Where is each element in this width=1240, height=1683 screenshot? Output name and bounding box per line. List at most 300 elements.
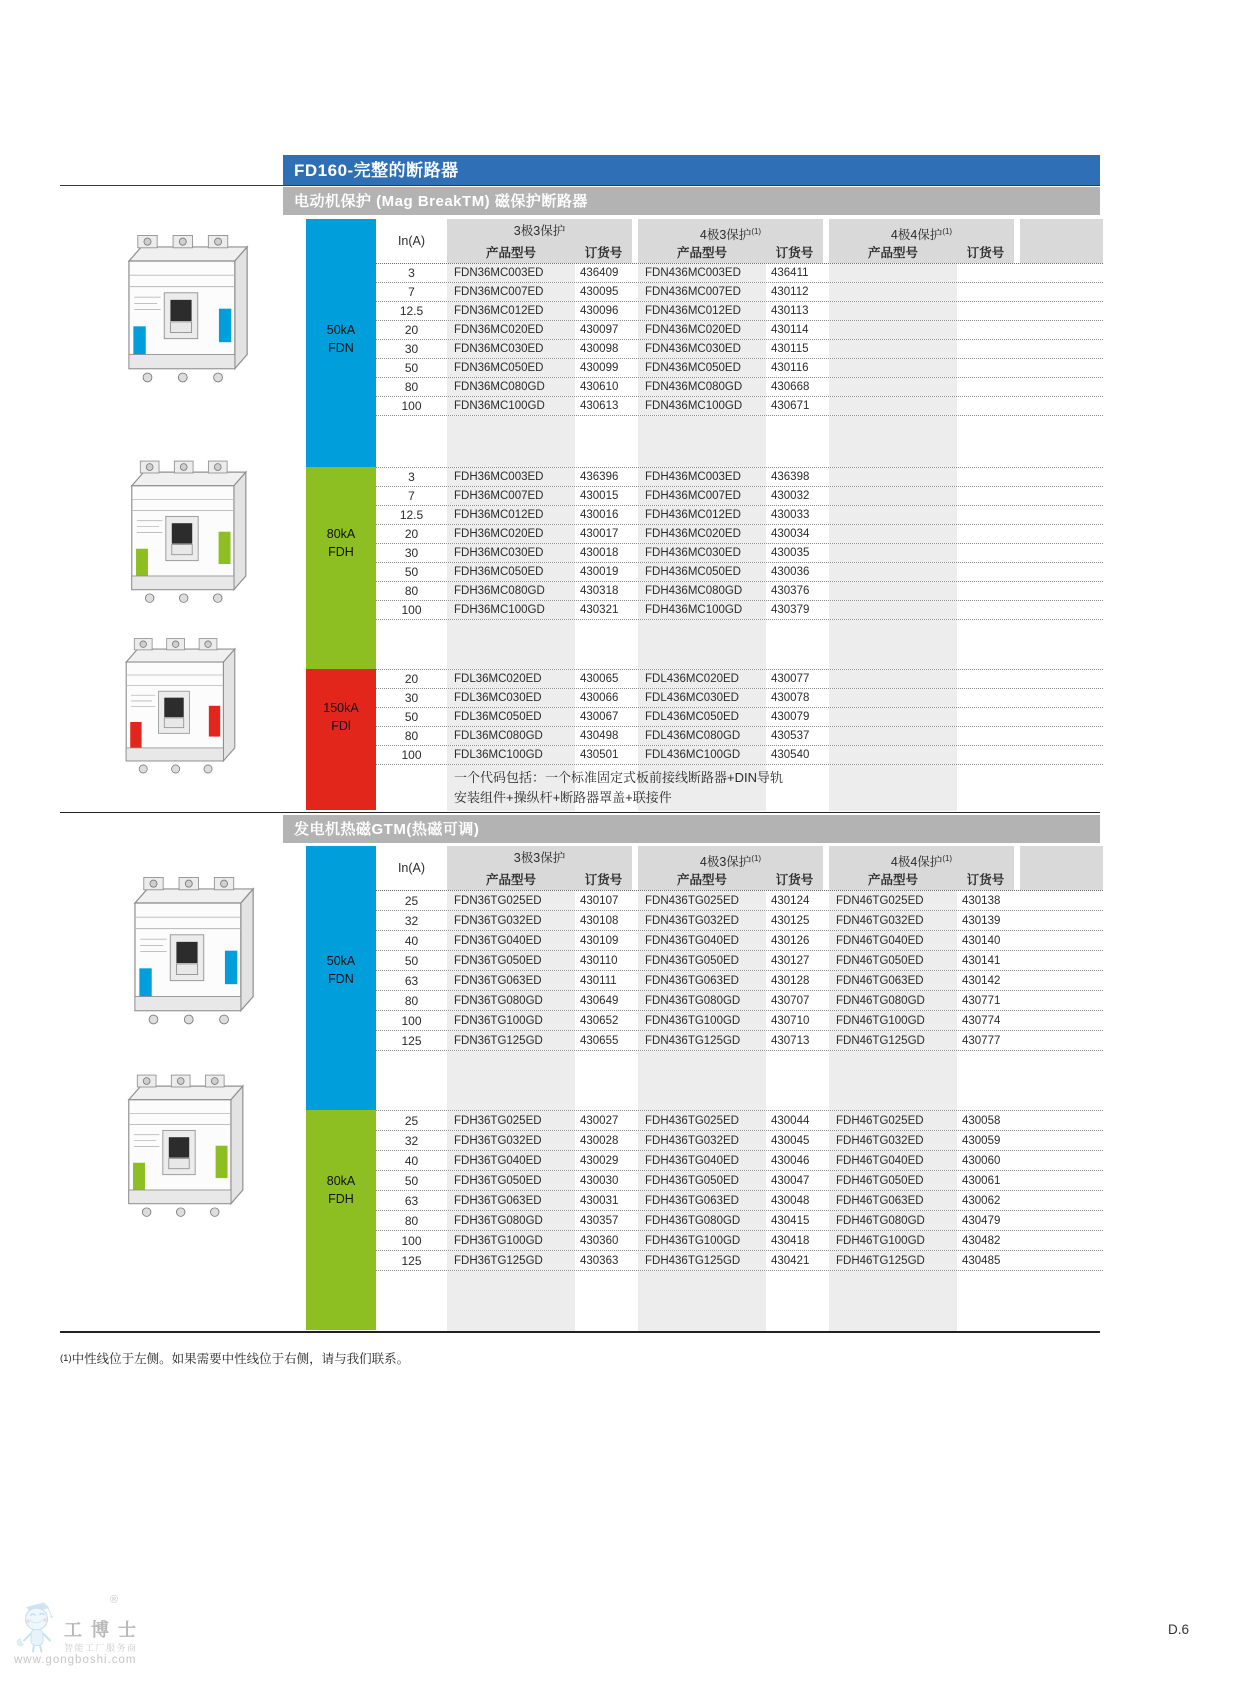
fd160-breaker-fdn-gtm bbox=[98, 866, 276, 1038]
column-label: 订货号 bbox=[584, 873, 623, 887]
cell-product-model: FDN46TG025ED bbox=[829, 891, 957, 910]
cell-product-model: FDH436TG050ED bbox=[638, 1171, 766, 1190]
column-label: 产品型号 bbox=[676, 873, 727, 887]
table-row bbox=[376, 264, 1103, 283]
cell-product-model: FDH36MC012ED bbox=[447, 506, 575, 524]
cell-product-model: FDH436MC080GD bbox=[638, 582, 766, 600]
cell-in-amps: 80 bbox=[404, 584, 419, 598]
cell-order-number: 430777 bbox=[962, 1034, 1001, 1047]
cell-order-number: 430113 bbox=[771, 305, 809, 317]
cell-order-number: 430713 bbox=[771, 1034, 810, 1047]
cell-product-model: FDH46TG032ED bbox=[829, 1131, 957, 1150]
header-in-amps: In(A) bbox=[397, 234, 426, 248]
cell-in-amps: 12.5 bbox=[399, 304, 424, 318]
cell-product-model: FDH46TG063ED bbox=[829, 1191, 957, 1210]
cell-order-number bbox=[957, 487, 1014, 505]
cell-product-model bbox=[638, 620, 766, 669]
cell-order-number: 430652 bbox=[580, 1014, 619, 1027]
cell-product-model: FDN36TG025ED bbox=[447, 891, 575, 910]
cell-in-amps: 80 bbox=[404, 993, 419, 1008]
table-row bbox=[376, 582, 1103, 601]
cell-order-number: 430142 bbox=[962, 974, 1001, 987]
cell-product-model: FDL36MC030ED bbox=[447, 689, 575, 707]
cell-order-number bbox=[766, 1051, 823, 1110]
rating-label: 150kA FDl bbox=[323, 700, 359, 733]
cell-spacer bbox=[1020, 689, 1103, 707]
cell-order-number: 430110 bbox=[580, 954, 618, 967]
cell-product-model: FDN36MC020ED bbox=[447, 321, 575, 339]
cell-order-number bbox=[957, 746, 1014, 764]
cell-order-number: 430035 bbox=[771, 547, 810, 559]
cell-spacer bbox=[1020, 340, 1103, 358]
cell-spacer bbox=[1020, 601, 1103, 619]
cell-product-model: FDN36MC030ED bbox=[447, 340, 575, 358]
cell-order-number bbox=[575, 416, 632, 467]
cell-product-model: FDH36MC100GD bbox=[447, 601, 575, 619]
cell-in-amps: 40 bbox=[404, 1153, 419, 1168]
table-row bbox=[376, 601, 1103, 620]
cell-in-amps: 32 bbox=[404, 913, 419, 928]
fd160-breaker-fdl-mag bbox=[92, 628, 256, 786]
cell-order-number: 430482 bbox=[962, 1234, 1001, 1247]
cell-product-model: FDN46TG032ED bbox=[829, 911, 957, 930]
cell-in-amps: 20 bbox=[404, 527, 419, 541]
cell-order-number: 430671 bbox=[771, 400, 810, 412]
cell-product-model bbox=[829, 620, 957, 669]
cell-product-model bbox=[829, 378, 957, 396]
cell-product-model: FDN46TG063ED bbox=[829, 971, 957, 990]
cell-product-model: FDH436TG125GD bbox=[638, 1251, 766, 1270]
table-row bbox=[376, 891, 1103, 911]
cell-order-number: 430036 bbox=[771, 566, 810, 578]
group-title: 3极3保护 bbox=[513, 851, 566, 865]
table-row bbox=[376, 951, 1103, 971]
fd160-breaker-fdh-mag bbox=[94, 450, 270, 616]
cell-product-model: FDL436MC020ED bbox=[638, 670, 766, 688]
cell-in-amps: 7 bbox=[408, 285, 415, 299]
rating-block-fdh bbox=[306, 467, 376, 669]
cell-product-model bbox=[638, 416, 766, 467]
cell-product-model: FDN46TG080GD bbox=[829, 991, 957, 1010]
cell-order-number bbox=[575, 620, 632, 669]
cell-product-model: FDN36TG100GD bbox=[447, 1011, 575, 1030]
cell-product-model bbox=[829, 321, 957, 339]
cell-in-amps: 80 bbox=[404, 380, 419, 394]
cell-product-model: FDL36MC080GD bbox=[447, 727, 575, 745]
cell-product-model bbox=[829, 746, 957, 764]
cell-product-model: FDN36MC050ED bbox=[447, 359, 575, 377]
cell-product-model: FDN436MC100GD bbox=[638, 397, 766, 415]
cell-product-model: FDH436TG032ED bbox=[638, 1131, 766, 1150]
cell-spacer bbox=[1020, 397, 1103, 415]
table-row bbox=[376, 1111, 1103, 1131]
cell-product-model: FDL436MC050ED bbox=[638, 708, 766, 726]
cell-product-model bbox=[447, 416, 575, 467]
footnote bbox=[60, 1349, 409, 1367]
cell-product-model: FDH36TG063ED bbox=[447, 1191, 575, 1210]
cell-product-model: FDN436MC050ED bbox=[638, 359, 766, 377]
cell-product-model: FDN436TG025ED bbox=[638, 891, 766, 910]
cell-order-number: 430016 bbox=[580, 509, 619, 521]
cell-spacer bbox=[1020, 708, 1103, 726]
cell-product-model bbox=[829, 708, 957, 726]
cell-order-number: 430140 bbox=[962, 934, 1001, 947]
column-label: 产品型号 bbox=[485, 246, 536, 260]
cell-product-model: FDN436TG080GD bbox=[638, 991, 766, 1010]
cell-in-amps: 100 bbox=[401, 399, 422, 413]
cell-spacer bbox=[1020, 302, 1103, 320]
cell-in-amps: 63 bbox=[404, 973, 419, 988]
fd160-breaker-fdh-gtm bbox=[98, 1064, 260, 1230]
cell-product-model: FDN436TG050ED bbox=[638, 951, 766, 970]
cell-in-amps: 3 bbox=[408, 470, 415, 484]
cell-order-number: 430059 bbox=[962, 1134, 1001, 1147]
cell-in-amps bbox=[376, 1051, 447, 1110]
cell-order-number: 430114 bbox=[771, 324, 809, 336]
cell-order-number bbox=[957, 302, 1014, 320]
group-title: 4极3保护$^{(1)}$ bbox=[699, 227, 762, 243]
cell-in-amps: 100 bbox=[401, 1233, 422, 1248]
table-row bbox=[376, 359, 1103, 378]
cell-product-model: FDH36TG032ED bbox=[447, 1131, 575, 1150]
cell-product-model: FDH36TG100GD bbox=[447, 1231, 575, 1250]
table-mag-break bbox=[306, 219, 1103, 810]
cell-order-number bbox=[957, 544, 1014, 562]
section-bar-motor-protection: 电动机保护 (Mag BreakTM) 磁保护断路器 bbox=[283, 187, 1100, 215]
cell-order-number bbox=[957, 601, 1014, 619]
table-row bbox=[376, 1131, 1103, 1151]
cell-order-number: 430668 bbox=[771, 381, 810, 393]
cell-in-amps: 63 bbox=[404, 1193, 419, 1208]
cell-product-model: FDH36MC030ED bbox=[447, 544, 575, 562]
cell-in-amps: 80 bbox=[404, 729, 419, 743]
cell-order-number: 430029 bbox=[580, 1154, 619, 1167]
cell-order-number bbox=[957, 506, 1014, 524]
cell-product-model: FDN46TG100GD bbox=[829, 1011, 957, 1030]
cell-product-model: FDN436TG032ED bbox=[638, 911, 766, 930]
cell-order-number: 430028 bbox=[580, 1134, 619, 1147]
group-title: 4极4保护$^{(1)}$ bbox=[890, 854, 953, 870]
cell-spacer bbox=[1020, 1211, 1103, 1230]
cell-order-number bbox=[957, 397, 1014, 415]
column-label: 产品型号 bbox=[485, 873, 536, 887]
cell-spacer bbox=[1020, 620, 1103, 669]
cell-spacer bbox=[1020, 765, 1103, 811]
header-group-empty bbox=[1020, 219, 1103, 263]
cell-product-model: FDH36MC003ED bbox=[447, 468, 575, 486]
cell-product-model bbox=[447, 1051, 575, 1110]
cell-product-model: FDH36MC050ED bbox=[447, 563, 575, 581]
page-number: D.6 bbox=[1168, 1622, 1190, 1637]
cell-order-number: 430128 bbox=[771, 974, 810, 987]
cell-product-model: FDH436TG025ED bbox=[638, 1111, 766, 1130]
cell-product-model bbox=[829, 1051, 957, 1110]
cell-order-number: 430108 bbox=[580, 914, 619, 927]
cell-order-number bbox=[957, 563, 1014, 581]
cell-spacer bbox=[1020, 1271, 1103, 1331]
cell-order-number bbox=[766, 1271, 823, 1331]
cell-order-number bbox=[957, 620, 1014, 669]
cell-order-number: 430044 bbox=[771, 1114, 810, 1127]
watermark-name: 工博士 bbox=[64, 1620, 145, 1640]
cell-order-number: 430655 bbox=[580, 1034, 619, 1047]
table-row bbox=[376, 1051, 1103, 1111]
cell-product-model: FDN46TG050ED bbox=[829, 951, 957, 970]
cell-order-number bbox=[957, 1271, 1014, 1331]
cell-spacer bbox=[1020, 670, 1103, 688]
cell-order-number: 430421 bbox=[771, 1254, 810, 1267]
cell-order-number: 430649 bbox=[580, 994, 619, 1007]
cell-order-number bbox=[957, 283, 1014, 301]
cell-spacer bbox=[1020, 951, 1103, 970]
table-row bbox=[376, 321, 1103, 340]
cell-order-number: 430060 bbox=[962, 1154, 1001, 1167]
column-label: 订货号 bbox=[966, 246, 1005, 260]
cell-order-number: 430774 bbox=[962, 1014, 1001, 1027]
cell-in-amps: 30 bbox=[404, 546, 419, 560]
cell-product-model: FDL36MC050ED bbox=[447, 708, 575, 726]
cell-product-model bbox=[829, 689, 957, 707]
cell-product-model bbox=[829, 727, 957, 745]
cell-product-model: FDL436MC030ED bbox=[638, 689, 766, 707]
cell-order-number: 430018 bbox=[580, 547, 619, 559]
cell-product-model: FDN436MC080GD bbox=[638, 378, 766, 396]
cell-product-model bbox=[829, 468, 957, 486]
cell-product-model: FDH436MC030ED bbox=[638, 544, 766, 562]
cell-product-model: FDH436TG040ED bbox=[638, 1151, 766, 1170]
table-row bbox=[376, 1251, 1103, 1271]
cell-order-number: 430485 bbox=[962, 1254, 1001, 1267]
header-group-empty bbox=[1020, 846, 1103, 890]
cell-product-model: FDN36TG032ED bbox=[447, 911, 575, 930]
cell-product-model: FDH36TG125GD bbox=[447, 1251, 575, 1270]
cell-order-number: 430501 bbox=[580, 749, 619, 761]
group-title: 4极3保护$^{(1)}$ bbox=[699, 854, 762, 870]
cell-product-model bbox=[638, 1271, 766, 1331]
cell-order-number: 430321 bbox=[580, 604, 619, 616]
table-row bbox=[376, 1191, 1103, 1211]
cell-product-model: FDL36MC100GD bbox=[447, 746, 575, 764]
cell-order-number: 430116 bbox=[771, 362, 809, 374]
table-row bbox=[376, 1151, 1103, 1171]
cell-product-model: FDN36MC007ED bbox=[447, 283, 575, 301]
cell-product-model: FDN436MC012ED bbox=[638, 302, 766, 320]
cell-order-number: 430058 bbox=[962, 1114, 1001, 1127]
cell-order-number bbox=[957, 321, 1014, 339]
group-title: 3极3保护 bbox=[513, 224, 566, 238]
cell-in-amps: 25 bbox=[404, 893, 419, 908]
cell-order-number: 430045 bbox=[771, 1134, 810, 1147]
cell-product-model: FDH36TG025ED bbox=[447, 1111, 575, 1130]
header-group-2 bbox=[638, 219, 823, 263]
cell-in-amps: 100 bbox=[401, 603, 422, 617]
page-title: FD160-完整的断路器 bbox=[283, 155, 1100, 185]
cell-order-number bbox=[575, 1271, 632, 1331]
cell-product-model bbox=[829, 563, 957, 581]
cell-product-model: FDH436TG100GD bbox=[638, 1231, 766, 1250]
column-label: 订货号 bbox=[966, 873, 1005, 887]
cell-product-model: FDH436MC012ED bbox=[638, 506, 766, 524]
cell-in-amps bbox=[376, 765, 447, 811]
cell-order-number bbox=[957, 670, 1014, 688]
cell-order-number bbox=[957, 689, 1014, 707]
cell-spacer bbox=[1020, 727, 1103, 745]
table-header bbox=[376, 219, 1103, 264]
cell-order-number: 436411 bbox=[771, 267, 809, 279]
rating-label: 50kA FDN bbox=[326, 954, 356, 986]
cell-order-number: 430034 bbox=[771, 528, 810, 540]
cell-product-model: FDH436TG063ED bbox=[638, 1191, 766, 1210]
cell-product-model: FDN436TG063ED bbox=[638, 971, 766, 990]
cell-order-number: 430061 bbox=[962, 1174, 1001, 1187]
cell-spacer bbox=[1020, 911, 1103, 930]
cell-product-model bbox=[447, 1271, 575, 1331]
column-label: 订货号 bbox=[775, 246, 814, 260]
package-note: 一个代码包括：一个标准固定式板前接线断路器+DIN导轨 安装组件+操纵杆+断路器罩盖+联接件 bbox=[454, 770, 783, 805]
table-row bbox=[376, 416, 1103, 468]
table-row bbox=[376, 1171, 1103, 1191]
cell-order-number bbox=[766, 416, 823, 467]
cell-product-model bbox=[829, 283, 957, 301]
rating-label: 80kA FDH bbox=[326, 527, 356, 559]
cell-order-number bbox=[957, 708, 1014, 726]
cell-spacer bbox=[1020, 359, 1103, 377]
table-row bbox=[376, 283, 1103, 302]
table-row bbox=[376, 620, 1103, 670]
cell-product-model: FDN36TG063ED bbox=[447, 971, 575, 990]
cell-order-number bbox=[957, 727, 1014, 745]
cell-product-model: FDH36TG050ED bbox=[447, 1171, 575, 1190]
table-row bbox=[376, 487, 1103, 506]
cell-product-model bbox=[829, 544, 957, 562]
cell-in-amps: 12.5 bbox=[399, 508, 424, 522]
cell-order-number: 430097 bbox=[580, 324, 619, 336]
cell-spacer bbox=[1020, 506, 1103, 524]
table-row bbox=[376, 1011, 1103, 1031]
cell-product-model bbox=[829, 670, 957, 688]
table-row bbox=[376, 378, 1103, 397]
cell-in-amps: 50 bbox=[404, 361, 419, 375]
cell-spacer bbox=[1020, 1251, 1103, 1270]
column-label: 订货号 bbox=[584, 246, 623, 260]
cell-product-model: FDH46TG080GD bbox=[829, 1211, 957, 1230]
cell-order-number: 430138 bbox=[962, 894, 1001, 907]
cell-order-number: 430095 bbox=[580, 286, 619, 298]
table-row bbox=[376, 397, 1103, 416]
cell-in-amps: 32 bbox=[404, 1133, 419, 1148]
column-label: 产品型号 bbox=[676, 246, 727, 260]
cell-product-model: FDN436MC007ED bbox=[638, 283, 766, 301]
cell-order-number: 430033 bbox=[771, 509, 810, 521]
cell-product-model: FDH36TG080GD bbox=[447, 1211, 575, 1230]
cell-product-model bbox=[829, 506, 957, 524]
cell-order-number: 430048 bbox=[771, 1194, 810, 1207]
cell-order-number: 430078 bbox=[771, 692, 810, 704]
table-row bbox=[376, 689, 1103, 708]
cell-product-model bbox=[829, 359, 957, 377]
table-row bbox=[376, 727, 1103, 746]
cell-spacer bbox=[1020, 1011, 1103, 1030]
cell-order-number: 430019 bbox=[580, 566, 619, 578]
cell-product-model: FDH436MC020ED bbox=[638, 525, 766, 543]
cell-product-model: FDN436TG100GD bbox=[638, 1011, 766, 1030]
table-row bbox=[376, 468, 1103, 487]
cell-product-model: FDH36MC007ED bbox=[447, 487, 575, 505]
table-row bbox=[376, 563, 1103, 582]
cell-in-amps: 20 bbox=[404, 323, 419, 337]
cell-order-number: 430379 bbox=[771, 604, 810, 616]
cell-order-number: 430318 bbox=[580, 585, 619, 597]
cell-order-number bbox=[957, 416, 1014, 467]
cell-product-model: FDN436MC003ED bbox=[638, 264, 766, 282]
cell-product-model: FDH36MC080GD bbox=[447, 582, 575, 600]
cell-order-number bbox=[957, 378, 1014, 396]
cell-product-model bbox=[829, 487, 957, 505]
cell-spacer bbox=[1020, 544, 1103, 562]
cell-in-amps: 30 bbox=[404, 691, 419, 705]
cell-spacer bbox=[1020, 1031, 1103, 1050]
header-group-3 bbox=[829, 846, 1014, 890]
cell-product-model: FDH436MC050ED bbox=[638, 563, 766, 581]
cell-in-amps: 80 bbox=[404, 1213, 419, 1228]
cell-in-amps: 50 bbox=[404, 565, 419, 579]
cell-product-model: FDN36MC100GD bbox=[447, 397, 575, 415]
table-row bbox=[376, 746, 1103, 765]
cell-product-model bbox=[829, 582, 957, 600]
cell-order-number: 430107 bbox=[580, 894, 619, 907]
cell-order-number: 430360 bbox=[580, 1234, 619, 1247]
cell-spacer bbox=[1020, 1111, 1103, 1130]
section-bar-generator-gtm: 发电机热磁GTM(热磁可调) bbox=[283, 815, 1100, 843]
cell-product-model: FDN36TG040ED bbox=[447, 931, 575, 950]
cell-product-model: FDH436MC007ED bbox=[638, 487, 766, 505]
cell-spacer bbox=[1020, 746, 1103, 764]
cell-spacer bbox=[1020, 468, 1103, 486]
rating-block-fdh bbox=[306, 1110, 376, 1330]
cell-spacer bbox=[1020, 1051, 1103, 1110]
cell-order-number bbox=[575, 1051, 632, 1110]
cell-spacer bbox=[1020, 321, 1103, 339]
rating-label: 50kA FDN bbox=[326, 323, 356, 355]
table-row bbox=[376, 765, 1103, 811]
cell-order-number: 436398 bbox=[771, 471, 810, 483]
divider-bottom bbox=[60, 1331, 1100, 1333]
cell-in-amps: 3 bbox=[408, 266, 415, 280]
cell-spacer bbox=[1020, 971, 1103, 990]
cell-order-number: 430112 bbox=[771, 286, 809, 298]
cell-order-number bbox=[957, 582, 1014, 600]
table-row bbox=[376, 544, 1103, 563]
cell-order-number: 430065 bbox=[580, 673, 619, 685]
fd160-breaker-fdn-mag bbox=[88, 224, 274, 396]
cell-in-amps: 40 bbox=[404, 933, 419, 948]
table-row bbox=[376, 1031, 1103, 1051]
cell-product-model: FDN36TG050ED bbox=[447, 951, 575, 970]
cell-product-model bbox=[829, 601, 957, 619]
cell-order-number: 430096 bbox=[580, 305, 619, 317]
cell-order-number: 430032 bbox=[771, 490, 810, 502]
cell-in-amps: 100 bbox=[401, 1013, 422, 1028]
cell-order-number: 430109 bbox=[580, 934, 619, 947]
cell-order-number bbox=[957, 1051, 1014, 1110]
cell-order-number: 430139 bbox=[962, 914, 1001, 927]
table-row bbox=[376, 971, 1103, 991]
divider-top bbox=[60, 185, 1100, 186]
cell-in-amps: 30 bbox=[404, 342, 419, 356]
header-in-amps: In(A) bbox=[397, 861, 426, 875]
cell-product-model: FDN36MC003ED bbox=[447, 264, 575, 282]
table-row bbox=[376, 525, 1103, 544]
